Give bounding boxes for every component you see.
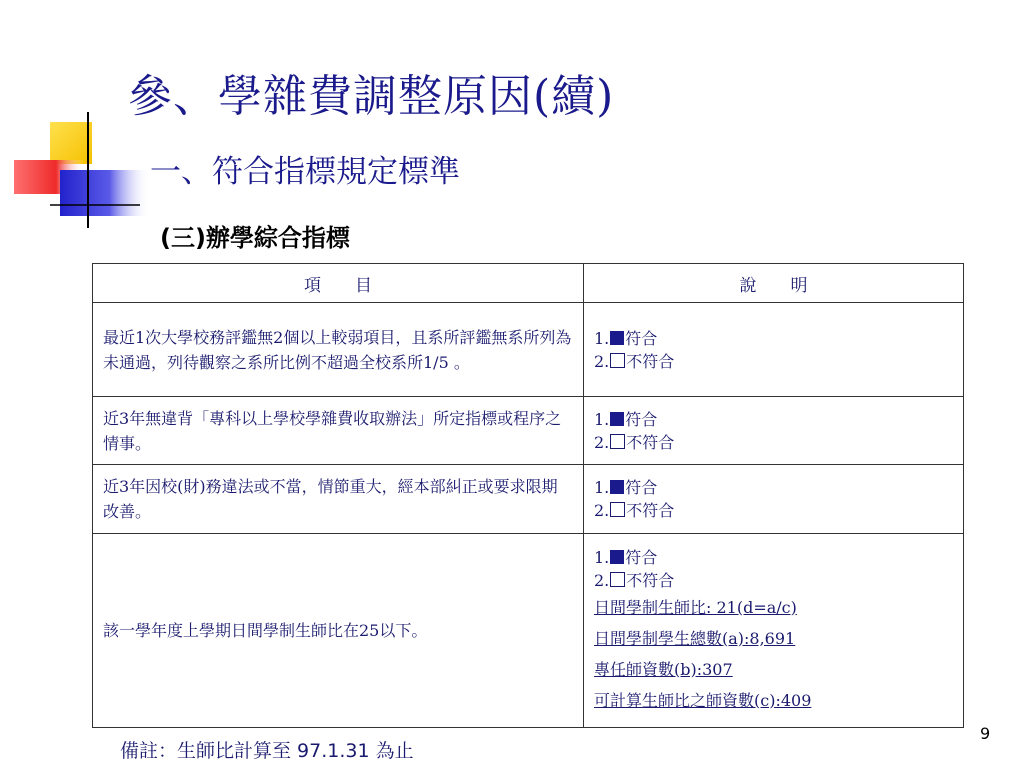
page-number: 9 [980,724,991,743]
footnote-date: 97.1.31 [297,740,370,762]
unchecked-box-icon [610,353,625,368]
option-number: 2. [594,351,610,371]
option-number: 1. [594,409,610,429]
table-row [93,303,964,397]
footnote [120,736,414,763]
option-label: 符合 [625,478,658,497]
option-not-met [594,350,953,373]
countable-faculty-link[interactable]: 可計算生師比之師資數(c):409 [594,690,812,710]
fulltime-faculty-link[interactable]: 專任師資數(b):307 [594,659,733,679]
option-label: 不符合 [626,432,675,452]
option-label: 符合 [625,409,658,429]
row-description [584,303,964,397]
table-header-row [93,264,964,303]
checked-box-icon [610,550,624,564]
footnote-prefix: 備註：生師比計算至 [120,740,298,762]
slide-subtitle: 一、符合指標規定標準 [150,154,460,190]
row-item-text: 近3年因校(財)務違法或不當，情節重大，經本部糾正或要求限期改善。 [93,465,584,534]
row-item-text: 最近1次大學校務評鑑無2個以上較弱項目，且系所評鑑無系所列為未通過，列待觀察之系所比例不超過全校系所1/5 。 [93,303,584,397]
unchecked-box-icon [610,502,625,517]
row-item-text: 近3年無違背「專科以上學校學雜費收取辦法」所定指標或程序之情事。 [93,397,584,465]
option-met [594,327,953,350]
header-item: 項 目 [93,264,584,303]
option-label: 符合 [625,547,658,567]
unchecked-box-icon [610,572,625,587]
section-heading: (三)辦學綜合指標 [160,224,350,252]
option-not-met [594,569,953,592]
indicator-table [92,263,964,728]
table-row [93,397,964,465]
option-label: 不符合 [626,501,675,520]
option-label: 不符合 [626,351,675,371]
total-students-link[interactable]: 日間學制學生總數(a):8,691 [594,628,796,648]
option-number: 2. [594,501,610,520]
option-met [594,546,953,569]
option-number: 2. [594,432,610,452]
unchecked-box-icon [610,434,625,449]
table-row [93,465,964,534]
slide-title: 參、學雜費調整原因(續) [128,71,615,122]
option-label: 符合 [625,328,658,348]
option-met [594,476,953,499]
student-teacher-ratio-link[interactable]: 日間學制生師比: 21(d=a/c) [594,597,797,617]
option-not-met [594,431,953,454]
row-description [584,397,964,465]
footnote-suffix: 為止 [369,740,414,762]
checked-box-icon [610,331,624,345]
option-label: 不符合 [626,570,675,590]
option-not-met [594,499,953,522]
option-number: 2. [594,570,610,590]
checked-box-icon [610,480,624,494]
option-number: 1. [594,328,610,348]
option-met [594,408,953,431]
row-description [584,534,964,728]
row-item-text: 該一學年度上學期日間學制生師比在25以下。 [93,534,584,728]
table-row [93,534,964,728]
checked-box-icon [610,412,624,426]
header-description: 說 明 [584,264,964,303]
option-number: 1. [594,547,610,567]
option-number: 1. [594,478,610,497]
row-description [584,465,964,534]
